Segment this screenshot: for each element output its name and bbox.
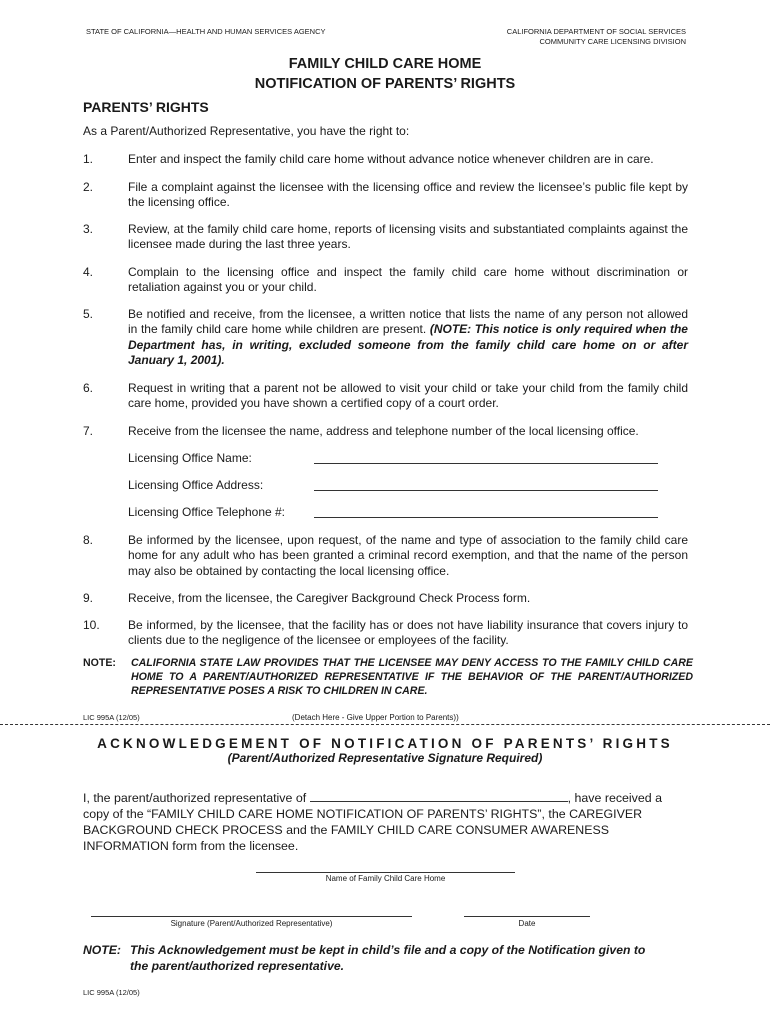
agency-header-left: STATE OF CALIFORNIA—HEALTH AND HUMAN SERVICES AGENCY — [86, 27, 326, 36]
item-number: 5. — [83, 307, 94, 321]
item-number: 7. — [83, 424, 94, 438]
form-code: LIC 995A (12/05) — [83, 713, 140, 722]
licensing-office-name-label: Licensing Office Name: — [128, 451, 252, 465]
list-item — [83, 533, 688, 579]
list-item — [83, 381, 688, 412]
item-number: 2. — [83, 180, 94, 194]
acknowledgement-title: ACKNOWLEDGEMENT OF NOTIFICATION OF PARENTS’ RIGHTS — [97, 736, 673, 751]
item-number: 1. — [83, 152, 94, 166]
final-note-label: NOTE: — [83, 943, 121, 957]
item-text: Enter and inspect the family child care home without advance notice whenever children are in care. — [128, 152, 654, 166]
home-name-label: Name of Family Child Care Home — [325, 874, 446, 883]
list-item — [83, 591, 688, 606]
intro-text: As a Parent/Authorized Representative, you have the right to: — [83, 124, 410, 138]
division-name: COMMUNITY CARE LICENSING DIVISION — [539, 37, 686, 46]
list-item — [83, 180, 688, 211]
date-label: Date — [518, 919, 536, 928]
retention-note — [83, 942, 683, 974]
signature-label: Signature (Parent/Authorized Representative) — [170, 919, 333, 928]
item-number: 6. — [83, 381, 94, 395]
note-label: NOTE: — [83, 657, 116, 669]
item-text: Receive, from the licensee, the Caregiver Background Check Process form. — [128, 591, 531, 605]
item-text: File a complaint against the licensee with the licensing office and review the licensee’s public file kept by the licensing office. — [128, 180, 688, 210]
licensing-office-address-label: Licensing Office Address: — [128, 478, 264, 492]
acknowledgement-statement — [83, 789, 683, 854]
licensing-office-phone-label: Licensing Office Telephone #: — [128, 505, 286, 519]
item-number: 8. — [83, 533, 94, 547]
statement-start: I, the parent/authorized representative of — [83, 791, 310, 805]
item-text: Be informed by the licensee, upon request, of the name and type of association to the family child care home for any adult who has been granted a criminal record exemption, and that the name of the person may also be obtained by contacting the local licensing office. — [128, 533, 688, 578]
agency-header-right — [507, 27, 686, 47]
list-item — [83, 152, 688, 167]
statement-end: , have received a copy of the “FAMILY CHILD CARE HOME NOTIFICATION OF PARENTS’ RIGHTS”, the CAREGIVER BACKGROUND CHECK PROCESS and the FAMILY CHILD CARE CONSUMER AWARENESS INFORMATION form from the licensee. — [83, 791, 662, 853]
list-item — [83, 265, 688, 296]
acknowledgement-subtitle: (Parent/Authorized Representative Signature Required) — [227, 751, 543, 765]
list-item — [83, 222, 688, 253]
final-note-line-2: the parent/authorized representative. — [130, 959, 345, 973]
item-number: 4. — [83, 265, 94, 279]
item-number: 9. — [83, 591, 94, 605]
licensing-office-phone-field[interactable] — [314, 517, 658, 518]
item-text-main: Be notified and receive, from the licensee, a written notice that lists the name of any person not allowed in the family child care home while children are present. — [128, 307, 688, 337]
child-name-field[interactable] — [310, 789, 568, 802]
list-item — [83, 618, 688, 649]
item-text — [128, 307, 688, 368]
item-text: Complain to the licensing office and inspect the family child care home without discrimination or retaliation against you or your child. — [128, 265, 688, 295]
note-text: CALIFORNIA STATE LAW PROVIDES THAT THE LICENSEE MAY DENY ACCESS TO THE FAMILY CHILD CARE HOME TO A PARENT/AUTHORIZED REPRESENTATIVE IF THE BEHAVIOR OF THE PARENT/AUTHORIZED REPRESENTATIVE POSES A RISK TO CHILDREN IN CARE. — [131, 657, 693, 697]
section-heading: PARENTS’ RIGHTS — [83, 99, 209, 115]
form-title-line-1: FAMILY CHILD CARE HOME — [288, 56, 482, 72]
form-title-line-2: NOTIFICATION OF PARENTS’ RIGHTS — [254, 76, 516, 92]
list-item — [83, 307, 688, 368]
item-number: 10. — [83, 618, 100, 632]
list-item — [83, 424, 688, 439]
final-note-line-1: This Acknowledgement must be kept in child’s file and a copy of the Notification given to — [130, 943, 646, 957]
licensing-office-name-field[interactable] — [314, 463, 658, 464]
item-text: Receive from the licensee the name, address and telephone number of the local licensing office. — [128, 424, 639, 438]
item-number: 3. — [83, 222, 94, 236]
item-text: Request in writing that a parent not be allowed to visit your child or take your child from the family child care home, provided you have shown a certified copy of a court order. — [128, 381, 688, 411]
detach-cut-line — [0, 724, 770, 725]
state-law-note — [83, 656, 693, 698]
licensing-office-address-field[interactable] — [314, 490, 658, 491]
home-name-field[interactable] — [256, 872, 515, 873]
detach-instruction: (Detach Here - Give Upper Portion to Parents)) — [292, 713, 459, 722]
item-text: Be informed, by the licensee, that the facility has or does not have liability insurance that covers injury to clients due to the negligence of the licensee or employees of the facility. — [128, 618, 688, 648]
item-text: Review, at the family child care home, reports of licensing visits and substantiated complaints against the licensee made during the last three years. — [128, 222, 688, 252]
item-note-emphasis: (NOTE: This notice is only required when the Department has, in writing, excluded someone from the family child care home on or after January 1, 2001). — [128, 322, 688, 367]
signature-field[interactable] — [91, 916, 412, 917]
form-code-bottom: LIC 995A (12/05) — [83, 988, 140, 997]
department-name: CALIFORNIA DEPARTMENT OF SOCIAL SERVICES — [506, 27, 686, 36]
date-field[interactable] — [464, 916, 590, 917]
